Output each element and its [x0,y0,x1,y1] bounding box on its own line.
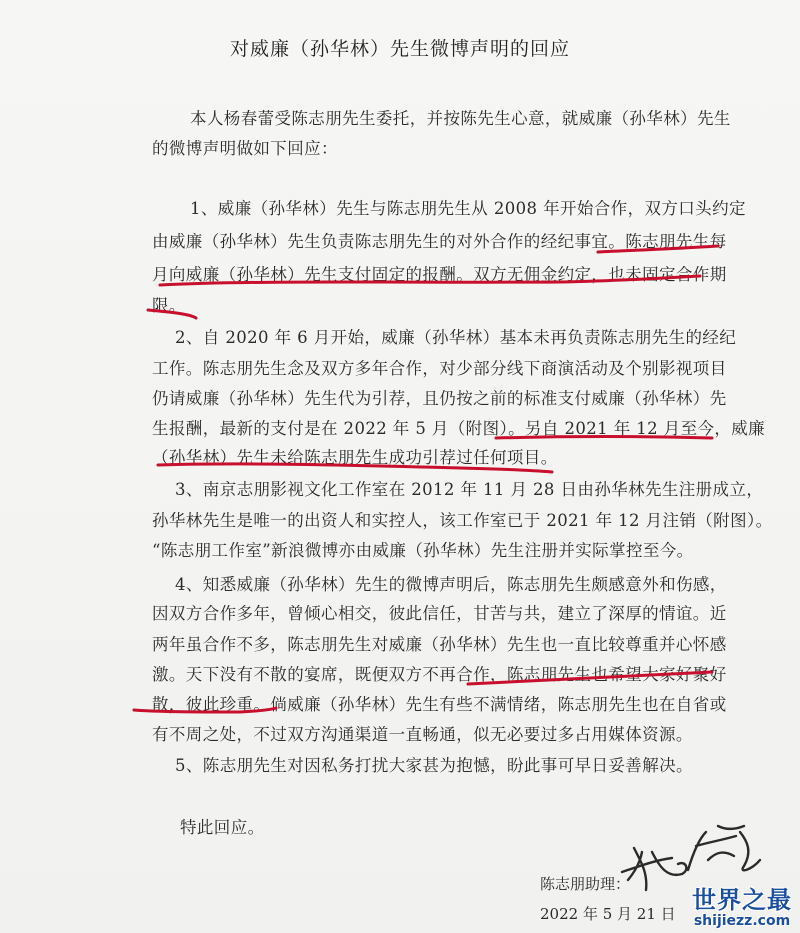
paragraph-line: （孙华林）先生未给陈志朋先生成功引荐过任何项目。 [152,448,558,467]
paragraph-line: 工作。陈志朋先生念及双方多年合作，对少部分线下商演活动及个别影视项目 [152,359,727,378]
signature-label: 陈志朋助理： [540,875,631,893]
paragraph-line: 生报酬，最新的支付是在 2022 年 5 月（附图）。另自 2021 年 12 月至今，威廉 [152,419,766,438]
paragraph-line: 两年虽合作不多，陈志朋先生对威廉（孙华林）先生也一直比较尊重并心怀感 [152,635,727,654]
paragraph-line: “陈志朋工作室”新浪微博亦由威廉（孙华林）先生注册并实际掌控至今。 [152,541,694,560]
closing-line: 特此回应。 [180,818,265,837]
paragraph-line: 4、知悉威廉（孙华林）先生的微博声明后，陈志朋先生颇感意外和伤感， [175,575,727,594]
paragraph-line: 孙华林先生是唯一的出资人和实控人，该工作室已于 2021 年 12 月注销（附图）。 [152,511,773,530]
paragraph-line: 仍请威廉（孙华林）先生代为引荐，且仍按之前的标准支付威廉（孙华林）先 [152,389,727,408]
watermark-logo-text: 世界之最 [692,886,792,914]
document-title: 对威廉（孙华林）先生微博声明的回应 [229,38,570,60]
paragraph-line: 的微博声明做如下回应： [152,139,338,158]
paragraph-line: 5、陈志朋先生对因私务打扰大家甚为抱憾，盼此事可早日妥善解决。 [175,756,693,775]
paragraph-line: 1、威廉（孙华林）先生与陈志朋先生从 2008 年开始合作，双方口头约定 [190,199,746,218]
watermark-url: shijiezz.com [693,913,791,929]
paragraph-line: 激。天下没有不散的宴席，既便双方不再合作，陈志朋先生也希望大家好聚好 [152,665,727,684]
paragraph-line: 散，彼此珍重。倘威廉（孙华林）先生有些不满情绪，陈志朋先生也在自省或 [152,695,727,714]
document-date: 2022 年 5 月 21 日 [540,905,676,923]
site-watermark [692,880,792,929]
paragraph-line: 有不周之处，不过双方沟通渠道一直畅通，似无必要过多占用媒体资源。 [152,725,693,744]
paragraph-line: 因双方合作多年，曾倾心相交，彼此信任，甘苦与共，建立了深厚的情谊。近 [152,604,727,623]
paragraph-line: 3、南京志朋影视文化工作室在 2012 年 11 月 28 日由孙华林先生注册成立， [175,480,764,499]
paragraph-line: 2、自 2020 年 6 月开始，威廉（孙华林）基本未再负责陈志朋先生的经纪 [175,328,737,347]
paragraph-line: 月向威廉（孙华林）先生支付固定的报酬。双方无佣金约定，也未固定合作期 [152,265,727,284]
paragraph-line: 由威廉（孙华林）先生负责陈志朋先生的对外合作的经纪事宜。陈志朋先生每 [152,232,727,251]
paragraph-line: 限。 [152,296,186,315]
paragraph-line: 本人杨春蕾受陈志朋先生委托，并按陈先生心意，就威廉（孙华林）先生 [190,109,731,128]
